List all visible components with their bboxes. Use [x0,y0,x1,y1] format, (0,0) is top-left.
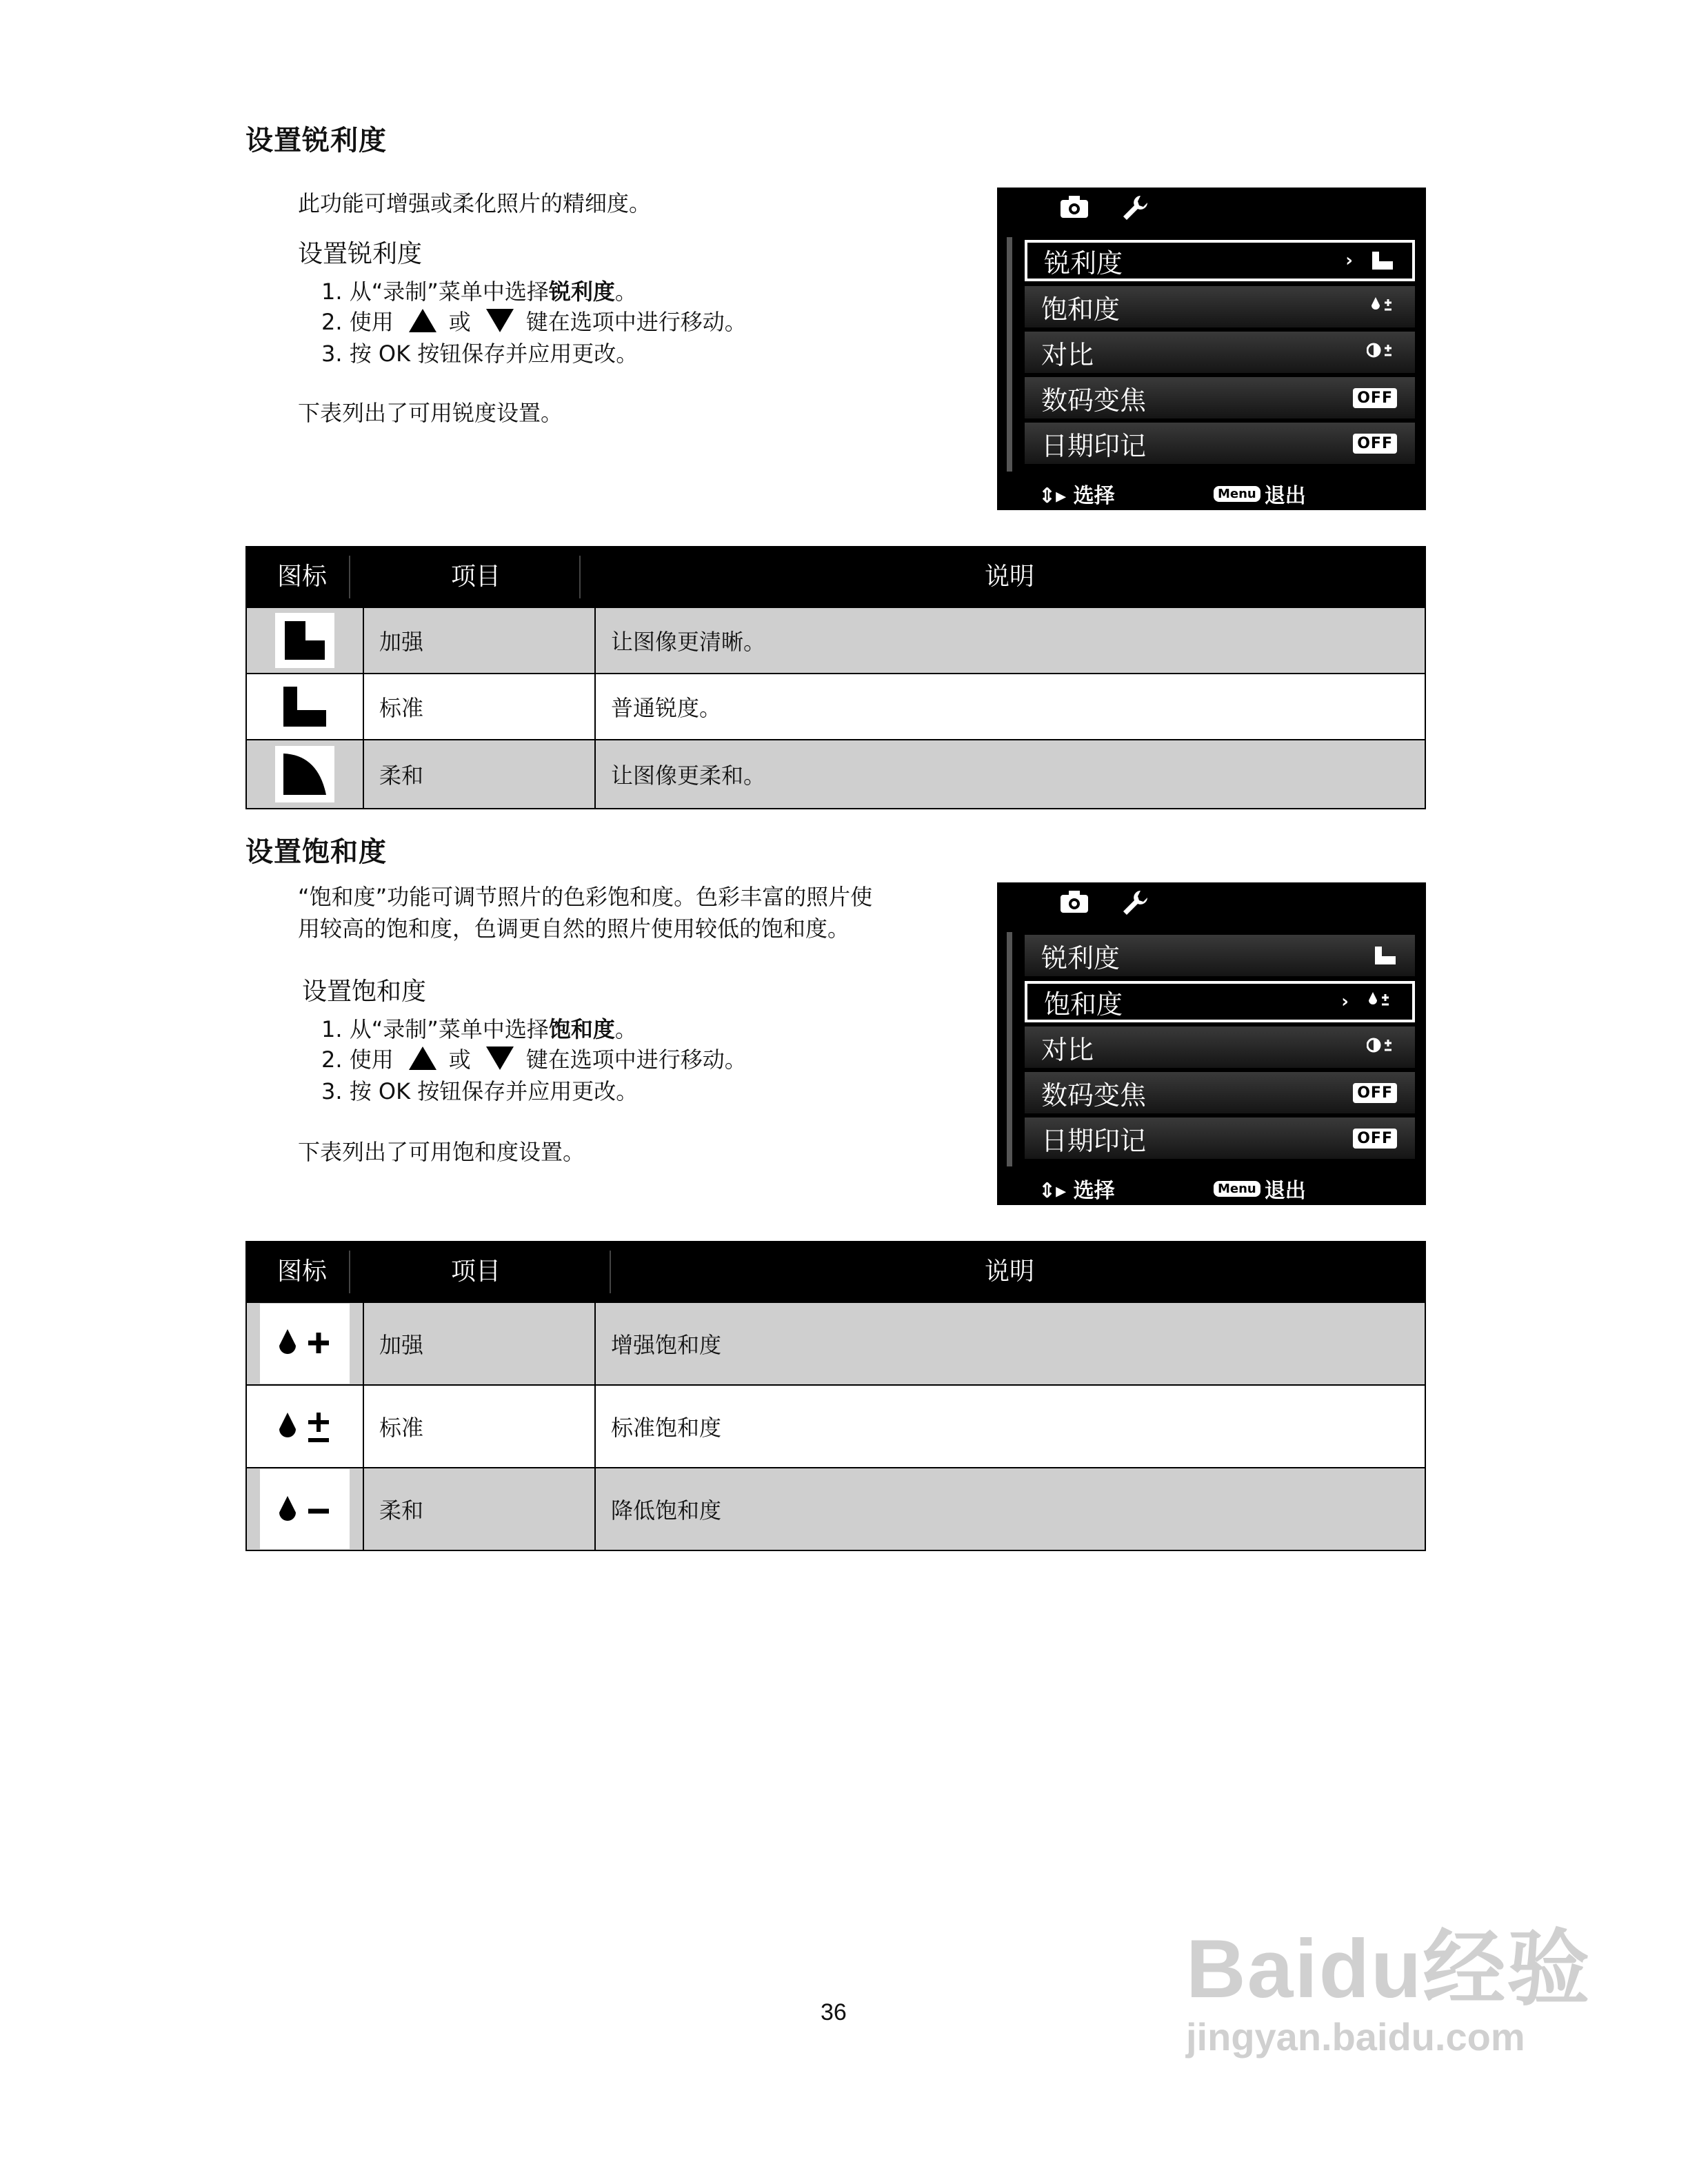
menu-item-sharpness[interactable]: 锐利度 › [1025,240,1415,281]
arrow-right-icon: › [1345,250,1353,271]
off-badge: OFF [1353,388,1397,408]
sharpness-step-2: 2. 使用 或 键在选项中进行移动。 [321,309,747,335]
sharpness-table [245,546,1426,809]
menu-button-icon: Menu [1214,1181,1260,1197]
up-arrow-icon [409,1046,436,1070]
saturation-step-2: 2. 使用 或 键在选项中进行移动。 [321,1046,747,1073]
saturation-subtitle: 设置饱和度 [302,978,427,1006]
menu-item-date-stamp[interactable]: 日期印记 OFF [1025,423,1415,464]
camera-tab-icon[interactable] [1059,193,1089,226]
saturation-table [245,1241,1426,1551]
table-header: 图标 项目 说明 [247,1242,1425,1302]
saturation-normal-icon [274,1407,336,1446]
down-arrow-icon [486,309,514,332]
menu-item-digital-zoom[interactable]: 数码变焦 OFF [1025,1072,1415,1113]
sharp-normal-icon [1374,945,1397,966]
table-row: 加强 增强饱和度 [247,1302,1425,1384]
page-number: 36 [821,1999,847,2025]
sharp-normal-icon [1371,250,1394,271]
camera-tab-icon[interactable] [1059,888,1089,921]
off-badge: OFF [1353,1129,1397,1149]
menu-scrollbar[interactable] [1007,237,1012,472]
up-arrow-icon [409,309,436,332]
menu-item-saturation[interactable]: 饱和度 › [1025,981,1415,1022]
camera-menu-saturation [997,882,1426,1205]
watermark-url: jingyan.baidu.com [1186,2015,1525,2059]
menu-item-contrast[interactable]: 对比 [1025,332,1415,373]
sharpness-step-3: 3. 按 OK 按钮保存并应用更改。 [321,341,639,367]
sharpness-step-1: 1. 从“录制”菜单中选择 锐利度 。 [321,279,637,305]
off-badge: OFF [1353,434,1397,454]
saturation-step-1: 1. 从“录制”菜单中选择 饱和度 。 [321,1016,637,1042]
menu-item-date-stamp[interactable]: 日期印记 OFF [1025,1118,1415,1159]
watermark [1186,1903,1591,2059]
down-arrow-icon [486,1046,514,1070]
camera-menu-sharpness [997,188,1426,510]
sharpness-intro: 此功能可增强或柔化照片的精细度。 [298,190,652,216]
contrast-value-icon [1367,1035,1397,1060]
menu-item-digital-zoom[interactable]: 数码变焦 OFF [1025,377,1415,418]
sharp-strong-icon [283,620,326,661]
table-row: 标准 普通锐度。 [247,673,1425,739]
sharpness-table-intro: 下表列出了可用锐度设置。 [298,400,563,426]
saturation-intro-line-2: 用较高的饱和度，色调更自然的照片使用较低的饱和度。 [298,916,850,942]
table-header: 图标 项目 说明 [247,547,1425,607]
saturation-table-intro: 下表列出了可用饱和度设置。 [298,1139,585,1165]
saturation-high-icon [274,1326,336,1361]
saturation-low-icon [274,1492,336,1526]
wrench-tab-icon[interactable] [1120,888,1150,921]
menu-item-saturation[interactable]: 饱和度 [1025,286,1415,327]
table-row: 加强 让图像更清晰。 [247,607,1425,673]
off-badge: OFF [1353,1083,1397,1103]
up-down-arrow-icon: ⇕▸ [1038,1179,1067,1203]
section-title-saturation: 设置饱和度 [245,836,387,868]
saturation-step-3: 3. 按 OK 按钮保存并应用更改。 [321,1078,639,1104]
menu-item-sharpness[interactable]: 锐利度 [1025,935,1415,976]
section-title-sharpness: 设置锐利度 [245,125,387,156]
saturation-value-icon [1369,294,1397,320]
sharp-soft-icon [282,752,328,796]
contrast-value-icon [1367,340,1397,365]
saturation-intro-line-1: “饱和度”功能可调节照片的色彩饱和度。色彩丰富的照片使 [298,884,873,910]
menu-scrollbar[interactable] [1007,932,1012,1166]
table-row: 标准 标准饱和度 [247,1384,1425,1467]
saturation-value-icon [1367,989,1394,1015]
up-down-arrow-icon: ⇕▸ [1038,484,1067,508]
menu-item-contrast[interactable]: 对比 [1025,1027,1415,1068]
sharpness-subtitle: 设置锐利度 [298,240,423,268]
menu-footer: ⇕▸ 选择 Menu 退出 [1038,484,1306,508]
watermark-brand: Baidu经验 [1186,1923,1591,2015]
sharp-normal-icon [282,685,328,728]
table-row: 柔和 让图像更柔和。 [247,739,1425,808]
arrow-right-icon: › [1341,991,1349,1012]
menu-footer: ⇕▸ 选择 Menu 退出 [1038,1179,1306,1203]
menu-button-icon: Menu [1214,486,1260,502]
table-row: 柔和 降低饱和度 [247,1467,1425,1550]
wrench-tab-icon[interactable] [1120,193,1150,226]
